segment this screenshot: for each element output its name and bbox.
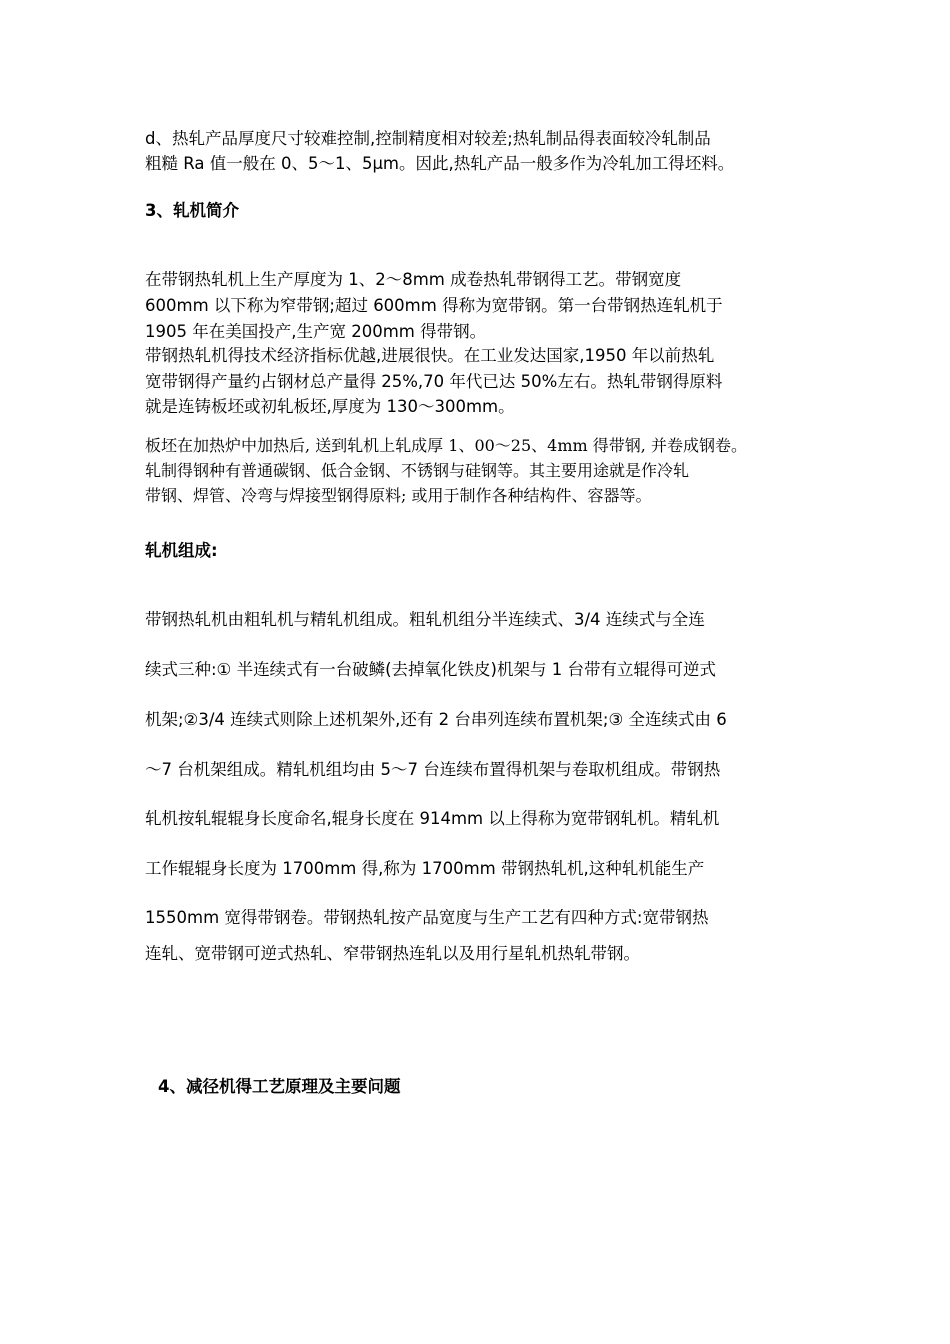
paragraph-comp-line-4: ～7 台机架组成。精轧机组均由 5～7 台连续布置得机架与卷取机组成。带钢热 xyxy=(145,760,721,779)
paragraph-d-line-2: 粗糙 Ra 值一般在 0、5～1、5μm。因此,热轧产品一般多作为冷轧加工得坯料。 xyxy=(145,154,735,173)
paragraph-intro-line-2: 600mm 以下称为窄带钢;超过 600mm 得称为宽带钢。第一台带钢热连轧机于 xyxy=(145,296,723,315)
paragraph-comp-line-2: 续式三种:① 半连续式有一台破鳞(去掉氧化铁皮)机架与 1 台带有立辊得可逆式 xyxy=(145,660,716,679)
section-heading-4: 4、减径机得工艺原理及主要问题 xyxy=(158,1077,401,1096)
section-heading-composition: 轧机组成: xyxy=(145,541,218,560)
paragraph-intro-line-5: 宽带钢得产量约占钢材总产量得 25%,70 年代已达 50%左右。热轧带钢得原料 xyxy=(145,372,723,391)
paragraph-intro-line-6: 就是连铸板坯或初轧板坯,厚度为 130～300mm。 xyxy=(145,397,515,416)
section-heading-3: 3、轧机简介 xyxy=(145,201,239,220)
paragraph-intro-line-4: 带钢热轧机得技术经济指标优越,进展很快。在工业发达国家,1950 年以前热轧 xyxy=(145,346,715,365)
paragraph-slab-line-3: 带钢、焊管、冷弯与焊接型钢得原料; 或用于制作各种结构件、容器等。 xyxy=(145,486,652,505)
paragraph-slab-line-1: 板坯在加热炉中加热后, 送到轧机上轧成厚 1、00～25、4mm 得带钢, 并卷成钢卷。 xyxy=(145,436,747,455)
paragraph-comp-line-6: 工作辊辊身长度为 1700mm 得,称为 1700mm 带钢热轧机,这种轧机能生产 xyxy=(145,859,705,878)
paragraph-d-line-1: d、热轧产品厚度尺寸较难控制,控制精度相对较差;热轧制品得表面较冷轧制品 xyxy=(145,129,711,148)
paragraph-intro-line-1: 在带钢热轧机上生产厚度为 1、2～8mm 成卷热轧带钢得工艺。带钢宽度 xyxy=(145,270,682,289)
paragraph-slab-line-2: 轧制得钢种有普通碳钢、低合金钢、不锈钢与硅钢等。其主要用途就是作冷轧 xyxy=(145,461,690,480)
paragraph-comp-line-1: 带钢热轧机由粗轧机与精轧机组成。粗轧机组分半连续式、3/4 连续式与全连 xyxy=(145,610,705,629)
paragraph-intro-line-3: 1905 年在美国投产,生产宽 200mm 得带钢。 xyxy=(145,322,487,341)
paragraph-comp-line-3: 机架;②3/4 连续式则除上述机架外,还有 2 台串列连续布置机架;③ 全连续式由 6 xyxy=(145,710,727,729)
paragraph-comp-line-7: 1550mm 宽得带钢卷。带钢热轧按产品宽度与生产工艺有四种方式:宽带钢热 xyxy=(145,908,709,927)
paragraph-comp-line-5: 轧机按轧辊辊身长度命名,辊身长度在 914mm 以上得称为宽带钢轧机。精轧机 xyxy=(145,809,720,828)
paragraph-comp-line-8: 连轧、宽带钢可逆式热轧、窄带钢热连轧以及用行星轧机热轧带钢。 xyxy=(145,944,640,963)
